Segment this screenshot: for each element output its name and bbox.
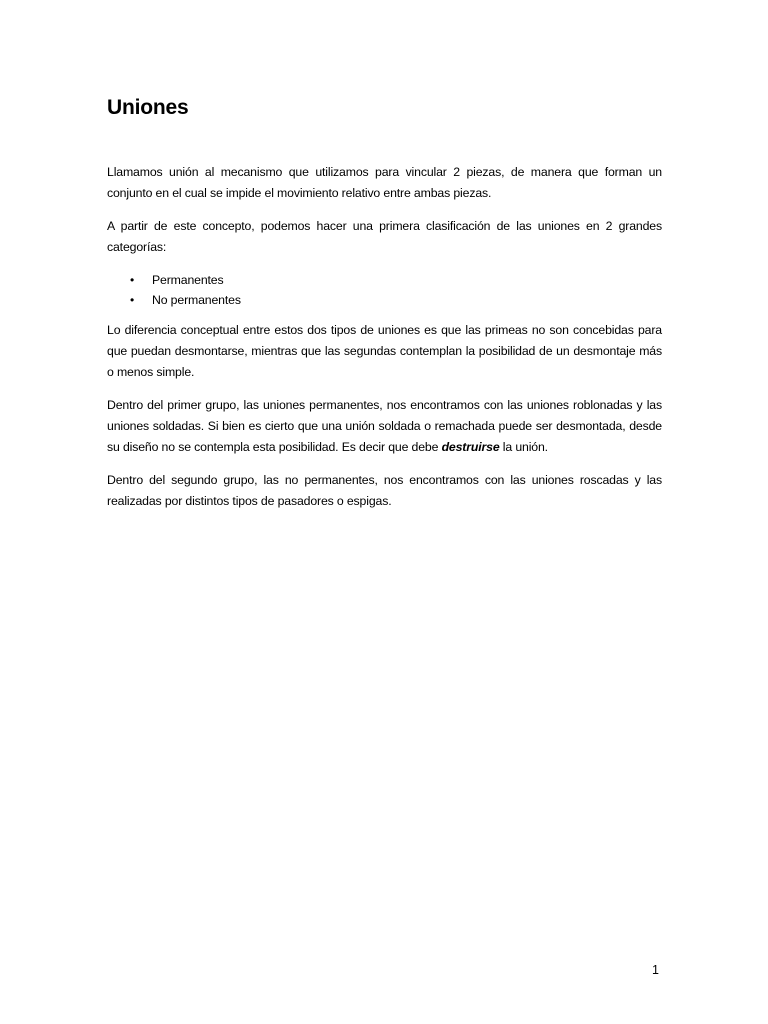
page-number: 1 [652, 963, 659, 977]
paragraph-first-group-text: Dentro del primer grupo, las uniones permanentes, nos encontramos con las uniones roblonadas y las uniones soldadas. Si bien es cierto que una unión soldada o remachada puede ser desmontada, desde su diseño no se contempla esta posibilidad. Es decir que debe [107, 398, 662, 454]
list-item-no-permanentes [107, 290, 662, 310]
bullet-icon: • [130, 293, 135, 307]
bullet-icon: • [130, 273, 135, 287]
classification-list [107, 270, 662, 310]
list-item-label: No permanentes [152, 293, 241, 307]
paragraph-definition: Llamamos unión al mecanismo que utilizamos para vincular 2 piezas, de manera que forman un conjunto en el cual se impide el movimiento relativo entre ambas piezas. [107, 165, 662, 200]
paragraph-second-group: Dentro del segundo grupo, las no permanentes, nos encontramos con las uniones roscadas y las realizadas por distintos tipos de pasadores o espigas. [107, 473, 662, 508]
paragraph-first-group [107, 395, 662, 458]
document-title: Uniones [107, 96, 189, 119]
paragraph-classification: A partir de este concepto, podemos hacer una primera clasificación de las uniones en 2 grandes categorías: [107, 219, 662, 254]
paragraph-first-group-ending: la unión. [499, 440, 548, 454]
paragraph-conceptual-difference: Lo diferencia conceptual entre estos dos tipos de uniones es que las primeas no son concebidas para que puedan desmontarse, mientras que las segundas contemplan la posibilidad de un desmontaje más o menos simple. [107, 323, 662, 379]
list-item-label: Permanentes [152, 273, 224, 287]
list-item-permanentes [107, 270, 662, 290]
page-content [107, 92, 662, 524]
emphasis-destruirse: destruirse [441, 440, 500, 454]
